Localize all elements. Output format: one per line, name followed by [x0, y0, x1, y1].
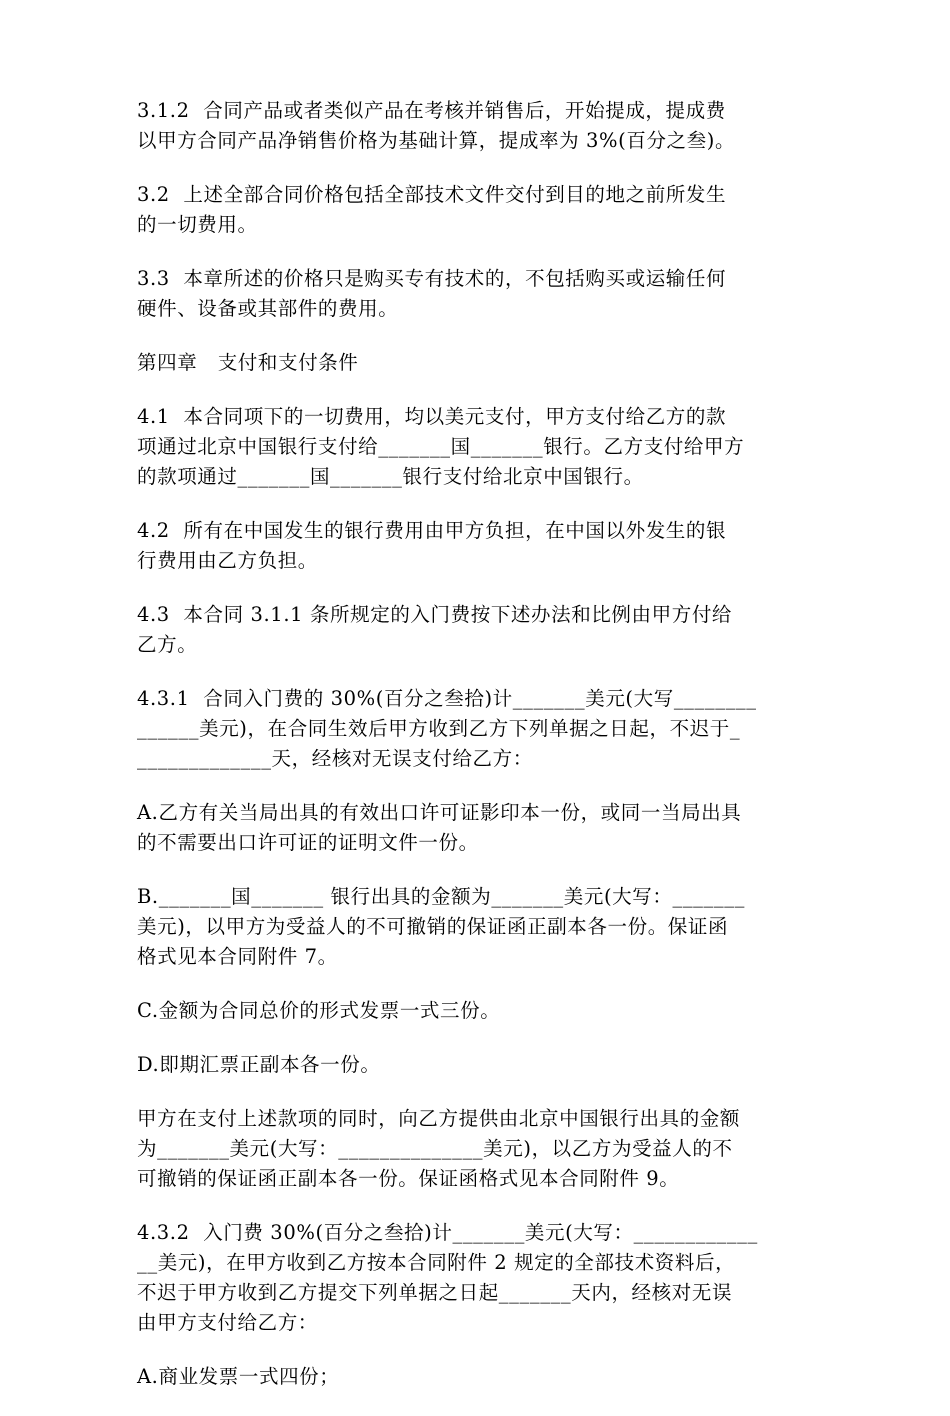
text-line: A.乙方有关当局出具的有效出口许可证影印本一份，或同一当局出具	[137, 801, 742, 824]
text-line: 4.3.2 入门费 30%(百分之叁拾)计_______美元(大写：____________	[137, 1221, 758, 1244]
text-line: 行费用由乙方负担。	[137, 549, 318, 572]
text-line: 4.2 所有在中国发生的银行费用由甲方负担，在中国以外发生的银	[137, 519, 727, 542]
item-a-export-license	[137, 798, 813, 858]
clause-4-3-1	[137, 684, 813, 774]
text-line: 3.3 本章所述的价格只是购买专有技术的，不包括购买或运输任何	[137, 267, 727, 290]
text-line: 3.1.2 合同产品或者类似产品在考核并销售后，开始提成，提成费	[137, 99, 726, 122]
text-line: A.商业发票一式四份；	[137, 1365, 340, 1388]
text-line: C.金额为合同总价的形式发票一式三份。	[137, 999, 501, 1022]
text-line: 4.1 本合同项下的一切费用，均以美元支付，甲方支付给乙方的款	[137, 405, 727, 428]
clause-3-1-2	[137, 96, 813, 156]
text-line: ______美元)，在合同生效后甲方收到乙方下列单据之日起，不迟于_	[137, 717, 741, 740]
text-line: 格式见本合同附件 7。	[137, 945, 338, 968]
text-line: 硬件、设备或其部件的费用。	[137, 297, 399, 320]
text-line: D.即期汇票正副本各一份。	[137, 1053, 381, 1076]
text-line: 由甲方支付给乙方：	[137, 1311, 318, 1334]
contract-page	[137, 96, 813, 1416]
text-line: 甲方在支付上述款项的同时，向乙方提供由北京中国银行出具的金额	[137, 1107, 741, 1130]
text-line: __美元)，在甲方收到乙方按本合同附件 2 规定的全部技术资料后，	[137, 1251, 736, 1274]
clause-4-3-2	[137, 1218, 813, 1338]
text-line: 不迟于甲方收到乙方提交下列单据之日起_______天内，经核对无误	[137, 1281, 733, 1304]
clause-3-2	[137, 180, 813, 240]
item-a-commercial-invoice	[137, 1362, 813, 1392]
clause-3-3	[137, 264, 813, 324]
text-line: 的款项通过_______国_______银行支付给北京中国银行。	[137, 465, 644, 488]
text-line: _____________天，经核对无误支付给乙方：	[137, 747, 533, 770]
text-line: 的不需要出口许可证的证明文件一份。	[137, 831, 479, 854]
party-a-guarantee-note	[137, 1104, 813, 1194]
text-line: 4.3.1 合同入门费的 30%(百分之叁拾)计_______美元(大写________	[137, 687, 757, 710]
item-c-proforma-invoice	[137, 996, 813, 1026]
text-line: B._______国_______ 银行出具的金额为_______美元(大写：_______	[137, 885, 745, 908]
text-line: 可撤销的保证函正副本各一份。保证函格式见本合同附件 9。	[137, 1167, 680, 1190]
chapter-4-heading	[137, 348, 813, 378]
clause-4-1	[137, 402, 813, 492]
text-line: 以甲方合同产品净销售价格为基础计算，提成率为 3%(百分之叁)。	[137, 129, 736, 152]
item-b-guarantee	[137, 882, 813, 972]
text-line: 4.3 本合同 3.1.1 条所规定的入门费按下述办法和比例由甲方付给	[137, 603, 733, 626]
text-line: 第四章 支付和支付条件	[137, 351, 359, 374]
text-line: 的一切费用。	[137, 213, 258, 236]
text-line: 乙方。	[137, 633, 198, 656]
text-line: 为_______美元(大写：______________美元)，以乙方为受益人的不	[137, 1137, 733, 1160]
item-d-sight-draft	[137, 1050, 813, 1080]
text-line: 项通过北京中国银行支付给_______国_______银行。乙方支付给甲方	[137, 435, 745, 458]
text-line: 3.2 上述全部合同价格包括全部技术文件交付到目的地之前所发生	[137, 183, 727, 206]
text-line: 美元)，以甲方为受益人的不可撤销的保证函正副本各一份。保证函	[137, 915, 729, 938]
clause-4-2	[137, 516, 813, 576]
clause-4-3	[137, 600, 813, 660]
